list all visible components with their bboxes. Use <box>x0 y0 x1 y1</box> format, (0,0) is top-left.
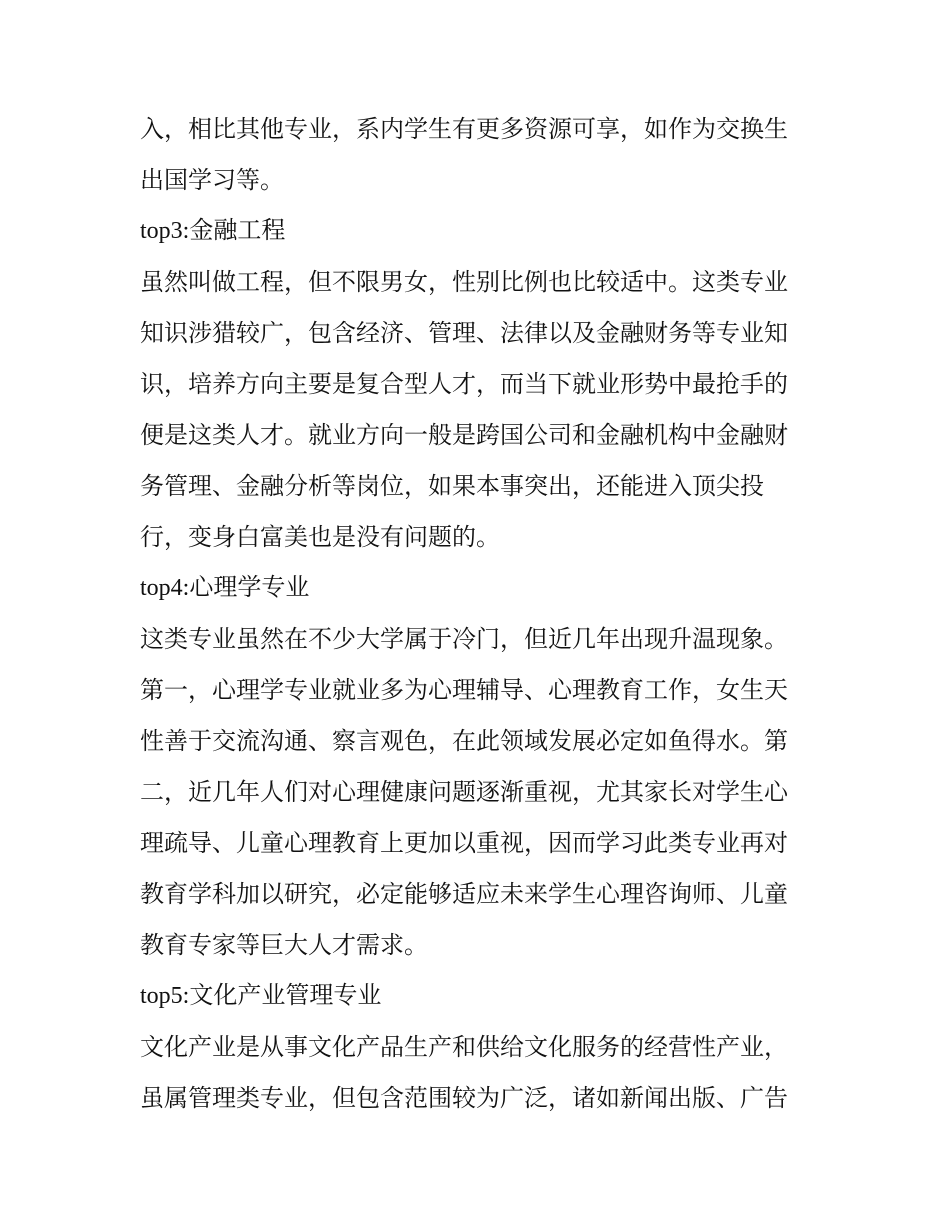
paragraph-line: 这类专业虽然在不少大学属于冷门，但近几年出现升温现象。 <box>140 625 788 653</box>
paragraph-line: 知识涉猎较广，包含经济、管理、法律以及金融财务等专业知 <box>140 319 788 347</box>
paragraph-line: 文化产业是从事文化产品生产和供给文化服务的经营性产业， <box>140 1033 788 1061</box>
paragraph-line: 教育学科加以研究，必定能够适应未来学生心理咨询师、儿童 <box>140 880 788 908</box>
section-heading-top5: top5:文化产业管理专业 <box>140 983 382 1009</box>
section-heading-top3: top3:金融工程 <box>140 218 286 244</box>
paragraph-line: 性善于交流沟通、察言观色，在此领域发展必定如鱼得水。第 <box>140 727 788 755</box>
section-heading-top4: top4:心理学专业 <box>140 575 310 601</box>
paragraph-line: 出国学习等。 <box>140 166 284 194</box>
document-page <box>140 104 820 1124</box>
paragraph-line: 务管理、金融分析等岗位，如果本事突出，还能进入顶尖投 <box>140 472 764 500</box>
paragraph-line: 行，变身白富美也是没有问题的。 <box>140 523 500 551</box>
paragraph-line: 便是这类人才。就业方向一般是跨国公司和金融机构中金融财 <box>140 421 788 449</box>
paragraph-line: 入，相比其他专业，系内学生有更多资源可享，如作为交换生 <box>140 115 788 143</box>
paragraph-line: 第一，心理学专业就业多为心理辅导、心理教育工作，女生天 <box>140 676 788 704</box>
paragraph-line: 识，培养方向主要是复合型人才，而当下就业形势中最抢手的 <box>140 370 788 398</box>
paragraph-line: 二，近几年人们对心理健康问题逐渐重视，尤其家长对学生心 <box>140 778 788 806</box>
paragraph-line: 虽然叫做工程，但不限男女，性别比例也比较适中。这类专业 <box>140 268 788 296</box>
paragraph-line: 教育专家等巨大人才需求。 <box>140 931 428 959</box>
paragraph-line: 虽属管理类专业，但包含范围较为广泛，诸如新闻出版、广告 <box>140 1084 788 1112</box>
paragraph-line: 理疏导、儿童心理教育上更加以重视，因而学习此类专业再对 <box>140 829 788 857</box>
